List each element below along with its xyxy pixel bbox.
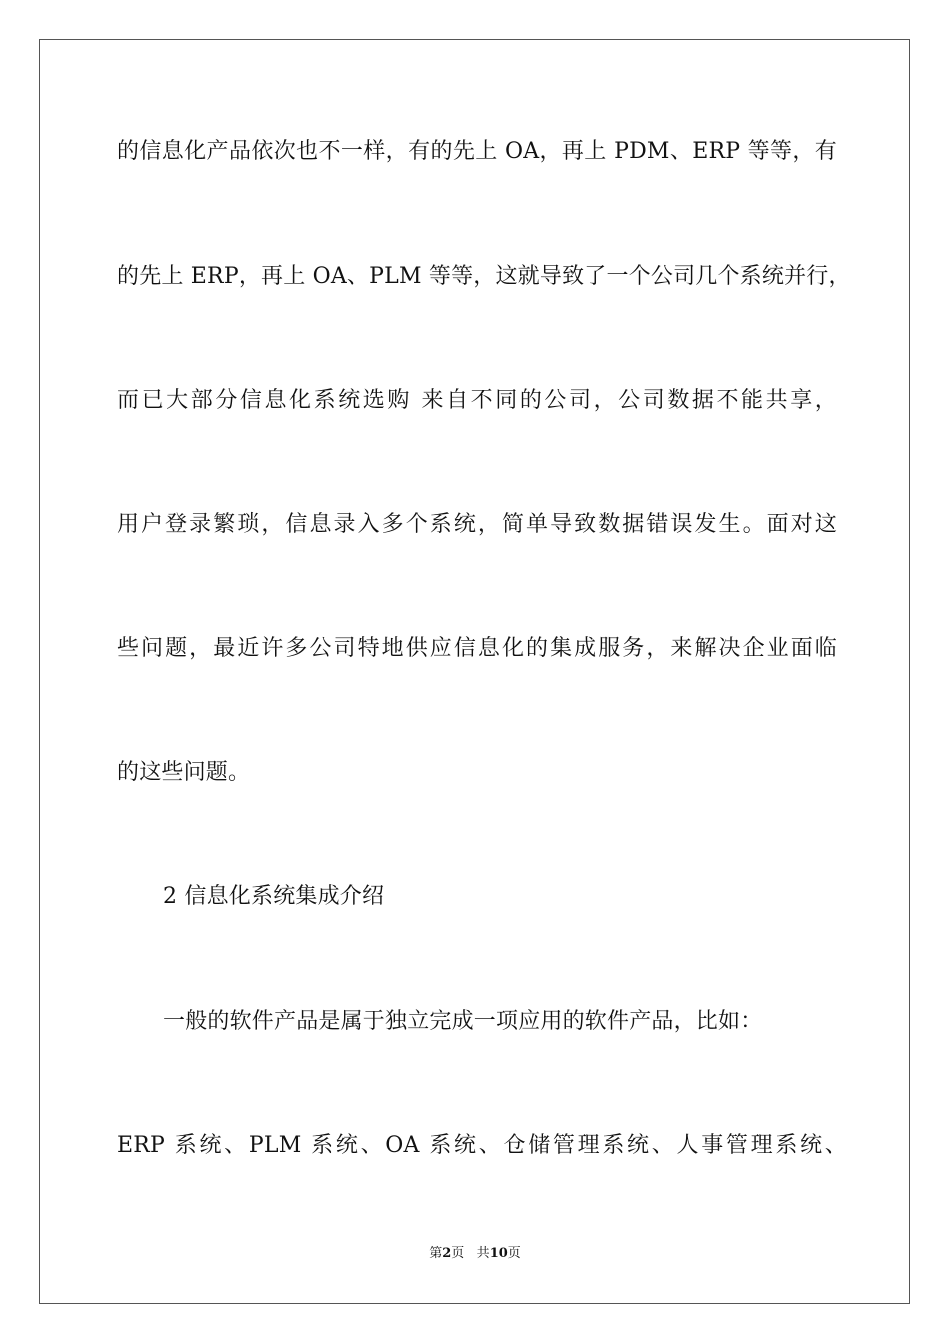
section-heading: 2 信息化系统集成介绍 xyxy=(163,884,385,909)
page-border xyxy=(39,39,910,1304)
body-line-6: 的这些问题。 xyxy=(117,760,251,785)
footer-total-pages: 10 xyxy=(489,1246,508,1261)
footer-page-suffix: 页 xyxy=(451,1246,465,1261)
page-footer xyxy=(0,1245,950,1263)
footer-prefix: 第 xyxy=(429,1246,443,1261)
para2-line-1: 一般的软件产品是属于独立完成一项应用的软件产品，比如： xyxy=(163,1009,763,1034)
body-line-3: 而已大部分信息化系统选购 来自不同的公司，公司数据不能共享， xyxy=(117,388,837,413)
body-line-2: 的先上 ERP，再上 OA、PLM 等等，这就导致了一个公司几个系统并行， xyxy=(117,264,851,289)
body-line-5: 些问题，最近许多公司特地供应信息化的集成服务，来解决企业面临 xyxy=(117,636,837,661)
body-line-4: 用户登录繁琐，信息录入多个系统，简单导致数据错误发生。面对这 xyxy=(117,512,837,537)
footer-total-suffix: 页 xyxy=(507,1246,521,1261)
footer-total-prefix: 共 xyxy=(476,1246,490,1261)
body-line-1: 的信息化产品依次也不一样，有的先上 OA，再上 PDM、ERP 等等，有 xyxy=(117,139,837,164)
para2-line-2: ERP 系统、PLM 系统、OA 系统、仓储管理系统、人事管理系统、 xyxy=(117,1133,847,1158)
footer-page-number: 2 xyxy=(442,1246,452,1261)
